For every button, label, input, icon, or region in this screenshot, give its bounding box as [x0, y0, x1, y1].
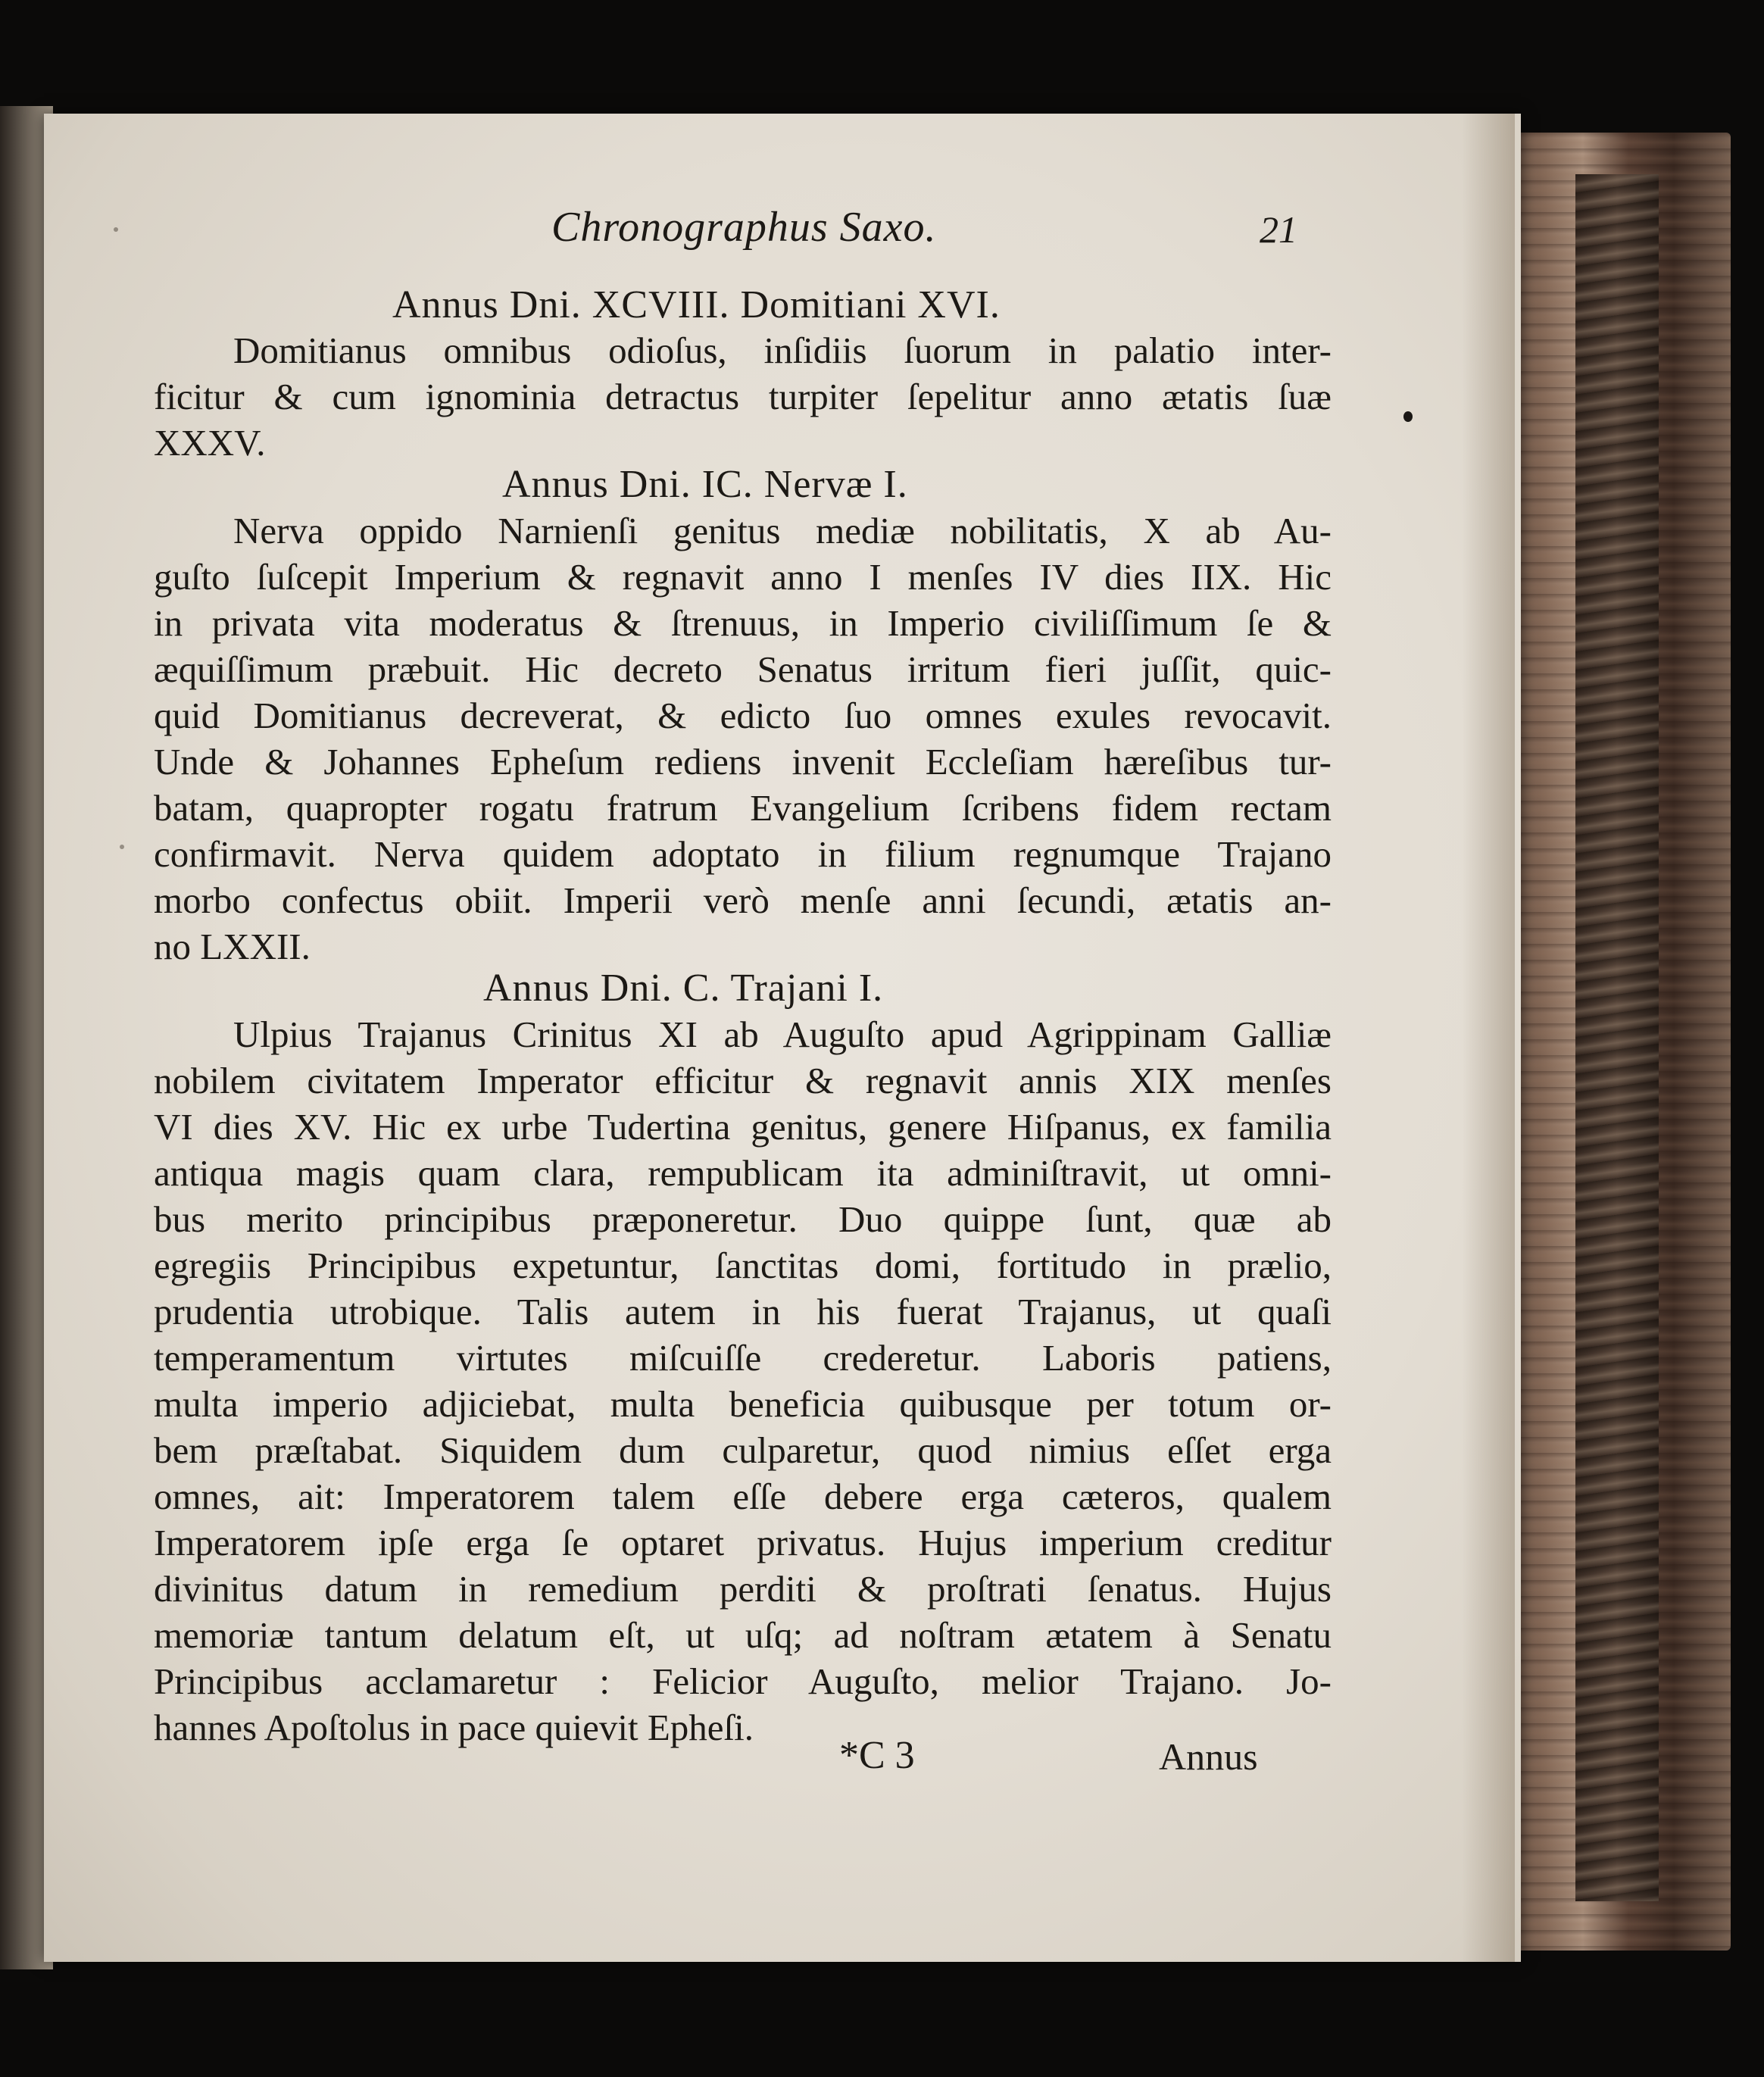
catchword: Annus: [1159, 1735, 1258, 1778]
text-line: temperamentum virtutes miſcuiſſe crederetur. Laboris patiens,: [154, 1337, 1332, 1379]
text-line: Principibus acclamaretur : Felicior Auguſto, melior Trajano. Jo-: [154, 1660, 1332, 1702]
text-line: morbo confectus obiit. Imperii verò menſe anni ſecundi, ætatis an-: [154, 879, 1332, 921]
paper-speck: [114, 227, 118, 232]
text-line: Ulpius Trajanus Crinitus XI ab Auguſto apud Agrippinam Galliæ: [233, 1014, 1332, 1055]
text-line: prudentia utrobique. Talis autem in his fuerat Trajanus, ut quaſi: [154, 1291, 1332, 1332]
ink-spot: [1403, 411, 1413, 422]
text-line: Domitianus omnibus odioſus, inſidiis ſuorum in palatio inter-: [233, 330, 1332, 371]
book-spine-edge: [1575, 174, 1659, 1901]
text-line: bem præſtabat. Siquidem dum culparetur, quod nimius eſſet erga: [154, 1429, 1332, 1471]
text-line: memoriæ tantum delatum eſt, ut uſq; ad noſtram ætatem à Senatu: [154, 1614, 1332, 1656]
text-line: in privata vita moderatus & ſtrenuus, in Imperio civiliſſimum ſe &: [154, 602, 1332, 644]
text-line: confirmavit. Nerva quidem adoptato in filium regnumque Trajano: [154, 833, 1332, 875]
text-line: æquiſſimum præbuit. Hic decreto Senatus irritum fieri juſſit, quic-: [154, 648, 1332, 690]
text-line: omnes, ait: Imperatorem talem eſſe debere erga cæteros, qualem: [154, 1476, 1332, 1517]
text-line: ficitur & cum ignominia detractus turpiter ſepelitur anno ætatis ſuæ: [154, 376, 1332, 417]
text-line: divinitus datum in remedium perditi & proſtrati ſenatus. Hujus: [154, 1568, 1332, 1610]
signature-mark: *C 3: [839, 1734, 915, 1777]
page-gutter-shadow: [1462, 114, 1515, 1962]
text-line: Imperatorem ipſe erga ſe optaret privatus. Hujus imperium creditur: [154, 1522, 1332, 1563]
text-line: Nerva oppido Narnienſi genitus mediæ nobilitatis, X ab Au-: [233, 510, 1332, 551]
text-line: guſto ſuſcepit Imperium & regnavit anno I menſes IV dies IIX. Hic: [154, 556, 1332, 598]
section-paragraph: [154, 508, 1332, 970]
text-line: bus merito principibus præponeretur. Duo quippe ſunt, quæ ab: [154, 1198, 1332, 1240]
section-heading: Annus Dni. IC. Nervæ I.: [502, 463, 908, 506]
text-line: antiqua magis quam clara, rempublicam ita adminiſtravit, ut omni-: [154, 1152, 1332, 1194]
text-line: nobilem civitatem Imperator efficitur & regnavit annis XIX menſes: [154, 1060, 1332, 1101]
book-page: [44, 114, 1521, 1962]
running-head: Chronographus Saxo.: [551, 204, 937, 251]
text-line: batam, quapropter rogatu fratrum Evangelium ſcribens fidem rectam: [154, 787, 1332, 829]
page-text: [44, 114, 1521, 1962]
text-line: multa imperio adjiciebat, multa beneficia quibusque per totum or-: [154, 1383, 1332, 1425]
text-line: VI dies XV. Hic ex urbe Tudertina genitus, genere Hiſpanus, ex familia: [154, 1106, 1332, 1148]
text-line: egregiis Principibus expetuntur, ſanctitas domi, fortitudo in prælio,: [154, 1245, 1332, 1286]
section-heading: Annus Dni. C. Trajani I.: [483, 967, 884, 1010]
section-paragraph: [154, 327, 1332, 466]
section-heading: Annus Dni. XCVIII. Domitiani XVI.: [392, 283, 1001, 326]
page-number: 21: [1260, 208, 1297, 251]
text-line: hannes Apoſtolus in pace quievit Epheſi.: [154, 1707, 754, 1748]
text-line: no LXXII.: [154, 926, 311, 967]
section-paragraph: [154, 1011, 1332, 1751]
text-line: Unde & Johannes Epheſum rediens invenit Eccleſiam hæreſibus tur-: [154, 741, 1332, 782]
text-line: quid Domitianus decreverat, & edicto ſuo omnes exules revocavit.: [154, 695, 1332, 736]
text-line: XXXV.: [154, 422, 266, 464]
paper-speck: [120, 845, 124, 849]
